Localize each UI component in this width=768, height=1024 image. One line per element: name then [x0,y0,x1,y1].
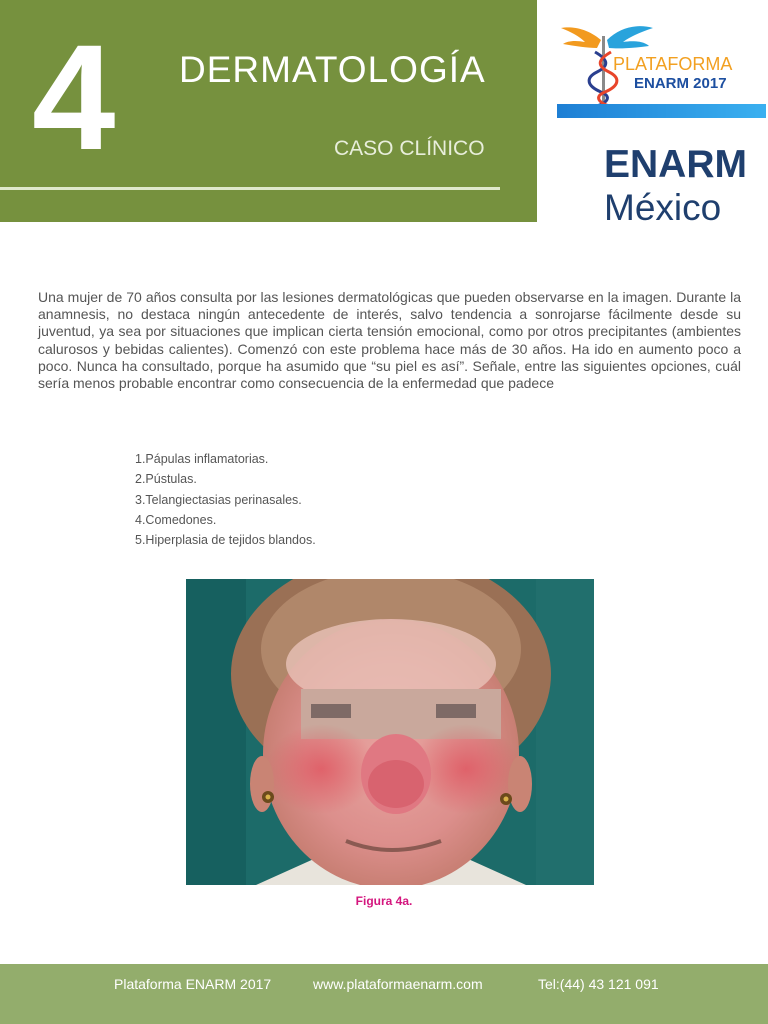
chapter-number: 4 [32,13,116,181]
footer-phone: Tel:(44) 43 121 091 [538,976,659,992]
figure-caption: Figura 4a. [355,894,413,908]
logo-text-plataforma: PLATAFORMA [613,54,733,74]
answer-option: 2.Pústulas. [135,472,197,487]
logo-text-enarm-year: ENARM 2017 [634,75,727,92]
clinical-photo [186,579,594,885]
page-footer [0,964,768,1024]
section-title: DERMATOLOGÍA [179,49,486,90]
brand-mexico: México [604,187,722,228]
footer-platform-name: Plataforma ENARM 2017 [114,976,272,992]
answer-option: 1.Pápulas inflamatorias. [135,452,269,466]
answer-option: 4.Comedones. [135,512,217,527]
section-subtitle: CASO CLÍNICO [334,137,485,160]
plataforma-enarm-logo [557,22,766,118]
brand-enarm: ENARM [604,143,747,186]
logo-blue-bar [557,104,766,118]
answer-option: 3.Telangiectasias perinasales. [135,492,302,507]
footer-website-link[interactable]: www.plataformaenarm.com [313,976,483,992]
clinical-case-text: Una mujer de 70 años consulta por las lesiones dermatológicas que pueden observarse en la imagen. Durante la anamnesis, no destaca ningún antecedente de interés, salvo tendencia a sonrojarse fácilmente desde su juventud, ya sea por situaciones que implican cierta tensión emocional, como por otros precipitantes (ambientes calurosos y bebidas calientes). Comenzó con este problema hace más de 30 años. Ha ido en aumento poco a poco. Nunca ha consultado, porque ha asumido que “su piel es así”. Señale, entre las siguientes opciones, cuál sería menos probable encontrar como consecuencia de la enfermedad que padece [38,289,741,392]
header-divider [0,187,500,190]
chapter-header [0,0,537,222]
answer-option: 5.Hiperplasia de tejidos blandos. [135,533,316,548]
answer-options [135,449,316,550]
patient-face-image [186,579,594,885]
